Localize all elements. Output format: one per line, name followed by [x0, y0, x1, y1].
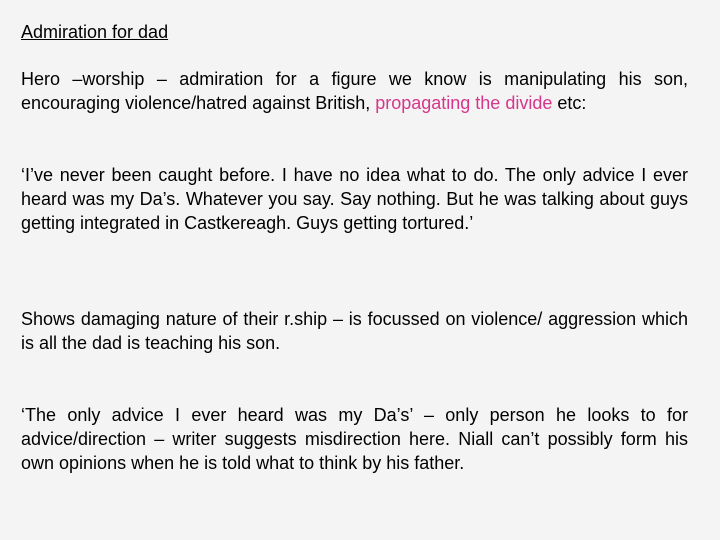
paragraph-damaging-nature: Shows damaging nature of their r.ship – is focussed on violence/ aggression which is all the dad is teaching his son.: [21, 309, 688, 353]
quote-paragraph: ‘I’ve never been caught before. I have no idea what to do. The only advice I ever heard was my Da’s. Whatever you say. Say nothing. But he was talking about guys getting integrated in Castkereagh. Guys getting tortured.’: [21, 165, 688, 233]
slide-title: Admiration for dad: [21, 22, 169, 42]
paragraph-hero-worship: [21, 67, 688, 115]
highlighted-phrase: propagating the divide: [375, 93, 553, 113]
paragraph-only-advice: ‘The only advice I ever heard was my Da’s’ – only person he looks to for advice/direction – writer suggests misdirection here. Niall can’t possibly form his own opinions when he is told what to think by his father.: [21, 405, 688, 473]
paragraph-hero-worship-end: etc:: [552, 93, 587, 113]
paragraph-hero-worship-text: Hero –worship – admiration for a figure we know is manipulating his son, encouraging violence/hatred against British,: [21, 69, 688, 113]
